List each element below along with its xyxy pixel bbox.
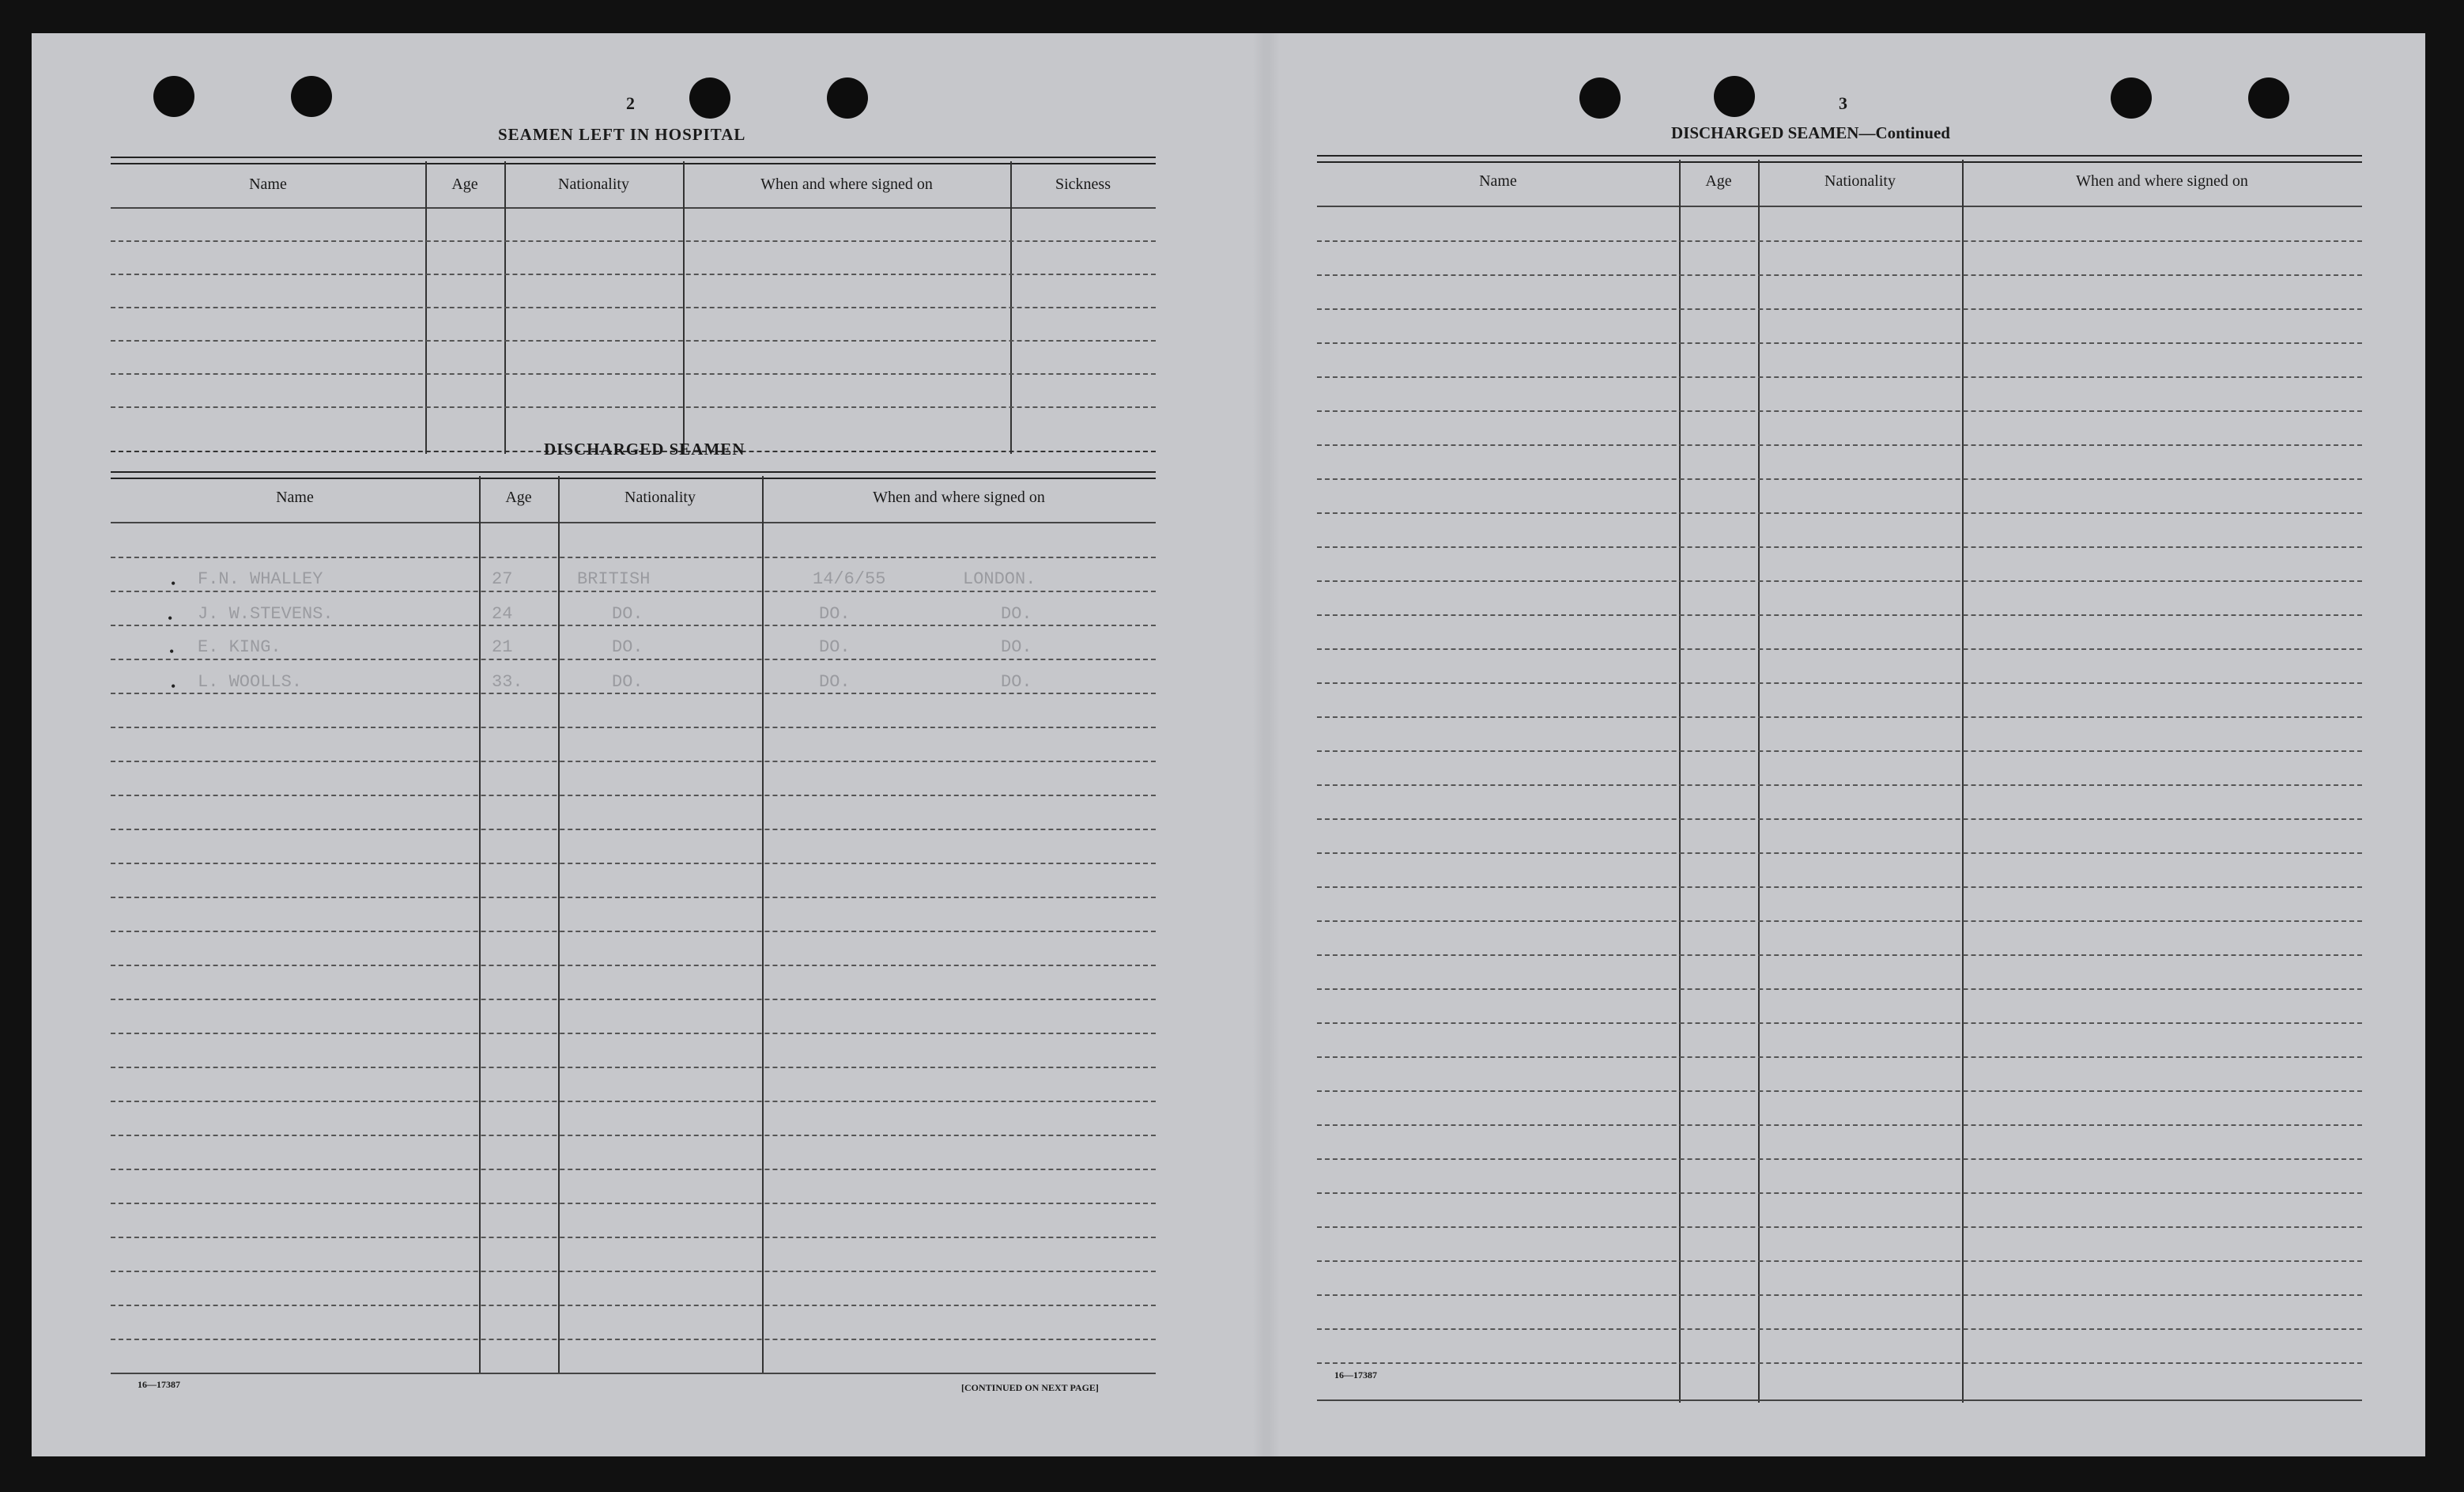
column-header: When and where signed on (2076, 172, 2248, 190)
discharged-title: DISCHARGED SEAMEN (544, 440, 745, 459)
seaman-age: 33. (492, 672, 523, 692)
seaman-name: J. W.STEVENS. (198, 604, 334, 624)
ruled-line (1317, 342, 2362, 344)
ruled-line (1317, 580, 2362, 582)
ruled-line (1317, 886, 2362, 888)
ruled-line (1317, 1328, 2362, 1330)
column-header: Nationality (1824, 172, 1896, 190)
ruled-line (111, 829, 1156, 830)
ruled-line (111, 1101, 1156, 1102)
signed-on-place: LONDON. (963, 569, 1036, 589)
seaman-nationality: DO. (612, 604, 643, 624)
punch-hole (827, 77, 868, 119)
ruled-line (1317, 682, 2362, 684)
ruled-line (1317, 512, 2362, 514)
ruled-line (111, 1203, 1156, 1204)
seaman-age: 21 (492, 637, 513, 657)
ruled-line (111, 863, 1156, 864)
signed-on-place: DO. (1001, 604, 1032, 624)
form-number: 16—17387 (1334, 1369, 1377, 1381)
column-header: When and where signed on (760, 176, 933, 193)
seaman-name: L. WOOLLS. (198, 672, 303, 692)
ruled-line (111, 625, 1156, 626)
ruled-line (1317, 1362, 2362, 1364)
seaman-nationality: DO. (612, 637, 643, 657)
discharged-continued-table (1317, 155, 2362, 1404)
ruled-line (111, 557, 1156, 558)
ruled-line (1317, 1260, 2362, 1262)
hospital-table (111, 157, 1156, 454)
ruled-line (1317, 410, 2362, 412)
ruled-line (1317, 308, 2362, 310)
tick-mark: • (171, 576, 176, 591)
column-header: Name (249, 176, 287, 193)
ruled-line (1317, 1090, 2362, 1092)
signed-on-date: DO. (819, 637, 851, 657)
ruled-line (1317, 240, 2362, 242)
ruled-line (1317, 546, 2362, 548)
punch-hole (689, 77, 730, 119)
seaman-age: 24 (492, 604, 513, 624)
ruled-line (111, 1033, 1156, 1034)
ruled-line (111, 1271, 1156, 1272)
ruled-line (1317, 274, 2362, 276)
signed-on-date: 14/6/55 (813, 569, 886, 589)
ruled-line (1317, 920, 2362, 922)
ruled-line (111, 1067, 1156, 1068)
discharged-table (111, 471, 1156, 1420)
center-fold (1253, 33, 1280, 1456)
punch-hole (2111, 77, 2152, 119)
ruled-line (111, 931, 1156, 932)
ruled-line (111, 1135, 1156, 1136)
ruled-line (1317, 1294, 2362, 1296)
seaman-name: E. KING. (198, 637, 281, 657)
punch-hole (2248, 77, 2289, 119)
ruled-line (1317, 954, 2362, 956)
seaman-name: F.N. WHALLEY (198, 569, 323, 589)
tick-mark: • (168, 610, 173, 626)
ruled-line (111, 1305, 1156, 1306)
tick-mark: • (169, 644, 175, 659)
ruled-line (1317, 1056, 2362, 1058)
ruled-line (1317, 818, 2362, 820)
continued-note: [CONTINUED ON NEXT PAGE] (961, 1382, 1099, 1393)
column-header: When and where signed on (873, 489, 1045, 506)
form-number: 16—17387 (138, 1379, 180, 1390)
ruled-line (111, 591, 1156, 592)
ruled-line (1317, 750, 2362, 752)
column-header: Nationality (558, 176, 629, 193)
column-header: Nationality (624, 489, 696, 506)
column-header: Age (505, 489, 532, 506)
punch-hole (153, 76, 194, 117)
ruled-line (1317, 1022, 2362, 1024)
ruled-line (1317, 852, 2362, 854)
ruled-line (111, 1237, 1156, 1238)
ruled-line (1317, 1192, 2362, 1194)
hospital-title: SEAMEN LEFT IN HOSPITAL (498, 125, 746, 144)
tick-mark: • (171, 678, 176, 694)
signed-on-date: DO. (819, 672, 851, 692)
seaman-age: 27 (492, 569, 513, 589)
ruled-line (111, 897, 1156, 898)
ruled-line (1317, 376, 2362, 378)
ruled-line (111, 659, 1156, 660)
seaman-nationality: DO. (612, 672, 643, 692)
ruled-line (111, 693, 1156, 694)
ruled-line (1317, 614, 2362, 616)
column-header: Name (1479, 172, 1517, 190)
ruled-line (1317, 478, 2362, 480)
ruled-line (111, 727, 1156, 728)
ruled-line (1317, 716, 2362, 718)
ruled-line (1317, 648, 2362, 650)
signed-on-date: DO. (819, 604, 851, 624)
column-header: Sickness (1055, 176, 1111, 193)
discharged-continued-title: DISCHARGED SEAMEN—Continued (1671, 123, 1950, 142)
seaman-nationality: BRITISH (577, 569, 651, 589)
document-sheet (32, 33, 2425, 1456)
ruled-line (1317, 444, 2362, 446)
column-header: Name (276, 489, 314, 506)
signed-on-place: DO. (1001, 672, 1032, 692)
ruled-line (111, 795, 1156, 796)
ruled-line (1317, 784, 2362, 786)
ruled-line (1317, 1226, 2362, 1228)
punch-hole (291, 76, 332, 117)
ruled-line (111, 1339, 1156, 1340)
ruled-line (111, 761, 1156, 762)
punch-hole (1714, 76, 1755, 117)
ruled-line (1317, 1124, 2362, 1126)
page-number: 3 (1839, 93, 1847, 113)
punch-hole (1579, 77, 1621, 119)
ruled-line (111, 999, 1156, 1000)
ruled-line (111, 1169, 1156, 1170)
column-header: Age (451, 176, 478, 193)
ruled-line (111, 965, 1156, 966)
ruled-line (1317, 988, 2362, 990)
signed-on-place: DO. (1001, 637, 1032, 657)
page-number: 2 (626, 93, 635, 113)
column-header: Age (1705, 172, 1732, 190)
ruled-line (1317, 1158, 2362, 1160)
